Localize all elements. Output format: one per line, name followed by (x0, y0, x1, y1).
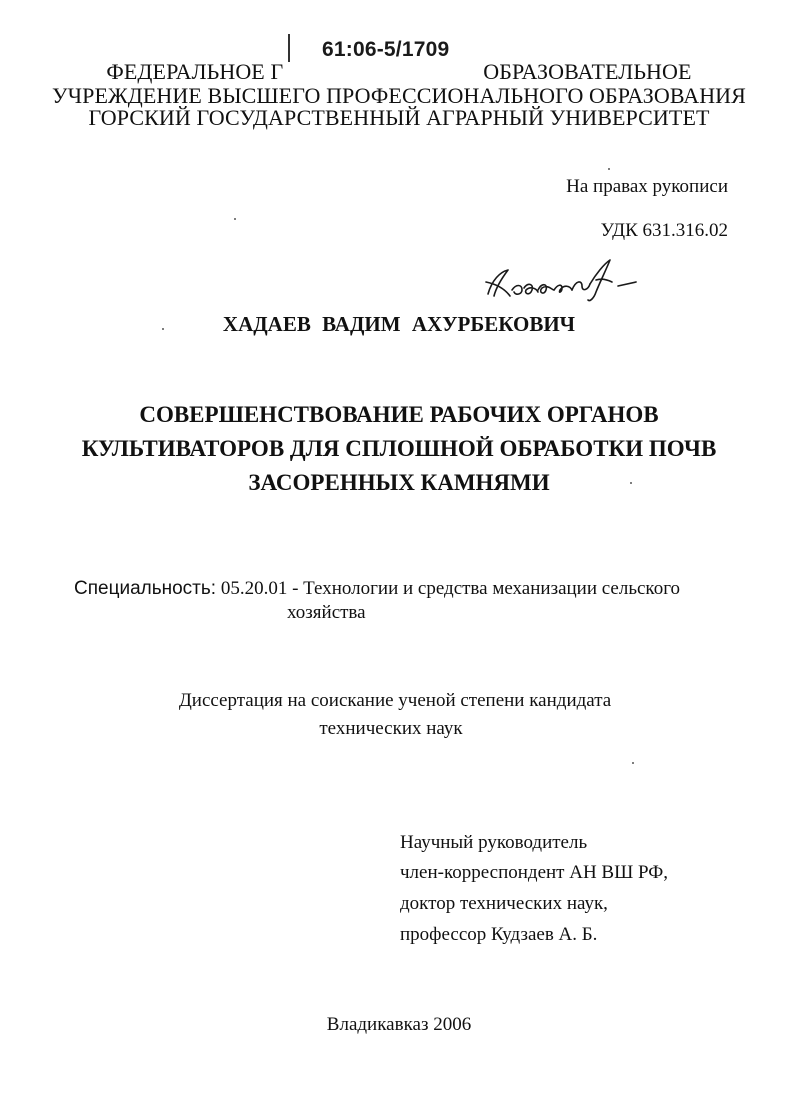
dissertation-line-2: технических наук (319, 718, 463, 739)
specialty-line (74, 578, 680, 600)
specialty-line-2: хозяйства (287, 602, 366, 623)
udk-code: УДК 631.316.02 (600, 220, 728, 241)
specialty-label: Специальность: (74, 578, 217, 599)
scan-speck (632, 762, 634, 764)
advisor-line-3: доктор технических наук, (400, 893, 608, 914)
scan-speck (162, 328, 164, 330)
advisor-line-2: член-корреспондент АН ВШ РФ, (400, 862, 669, 883)
specialty-text: - Технологии и средства механизации сельского (292, 578, 681, 599)
scan-speck (608, 168, 610, 170)
title-line-1: СОВЕРШЕНСТВОВАНИЕ РАБОЧИХ ОРГАНОВ (139, 402, 659, 427)
scan-speck (234, 218, 236, 220)
header-line-1-end: ОБРАЗОВАТЕЛЬНОЕ (483, 59, 692, 84)
advisor-line-1: Научный руководитель (400, 832, 588, 853)
dissertation-line-1: Диссертация на соискание ученой степени кандидата (178, 690, 612, 711)
scan-speck (630, 482, 632, 484)
header-line-1 (0, 60, 798, 84)
header-line-1-start: ФЕДЕРАЛЬНОЕ Г (106, 59, 284, 84)
author-name: ХАДАЕВ ВАДИМ АХУРБЕКОВИЧ (222, 312, 576, 336)
advisor-line-4: профессор Кудзаев А. Б. (400, 924, 598, 945)
header-line-2: УЧРЕЖДЕНИЕ ВЫСШЕГО ПРОФЕССИОНАЛЬНОГО ОБРАЗОВАНИЯ (52, 83, 746, 108)
city-year: Владикавказ 2006 (326, 1014, 472, 1035)
stamp-mark (288, 34, 290, 62)
title-line-3: ЗАСОРЕННЫХ КАМНЯМИ (248, 470, 550, 495)
manuscript-rights: На правах рукописи (566, 176, 728, 197)
handwritten-signature (478, 250, 648, 310)
title-line-2: КУЛЬТИВАТОРОВ ДЛЯ СПЛОШНОЙ ОБРАБОТКИ ПОЧВ (81, 436, 717, 461)
header-line-3: ГОРСКИЙ ГОСУДАРСТВЕННЫЙ АГРАРНЫЙ УНИВЕРСИТЕТ (88, 105, 710, 130)
specialty-code: 05.20.01 (220, 578, 288, 599)
archive-stamp-code: 61:06-5/1709 (322, 38, 450, 61)
